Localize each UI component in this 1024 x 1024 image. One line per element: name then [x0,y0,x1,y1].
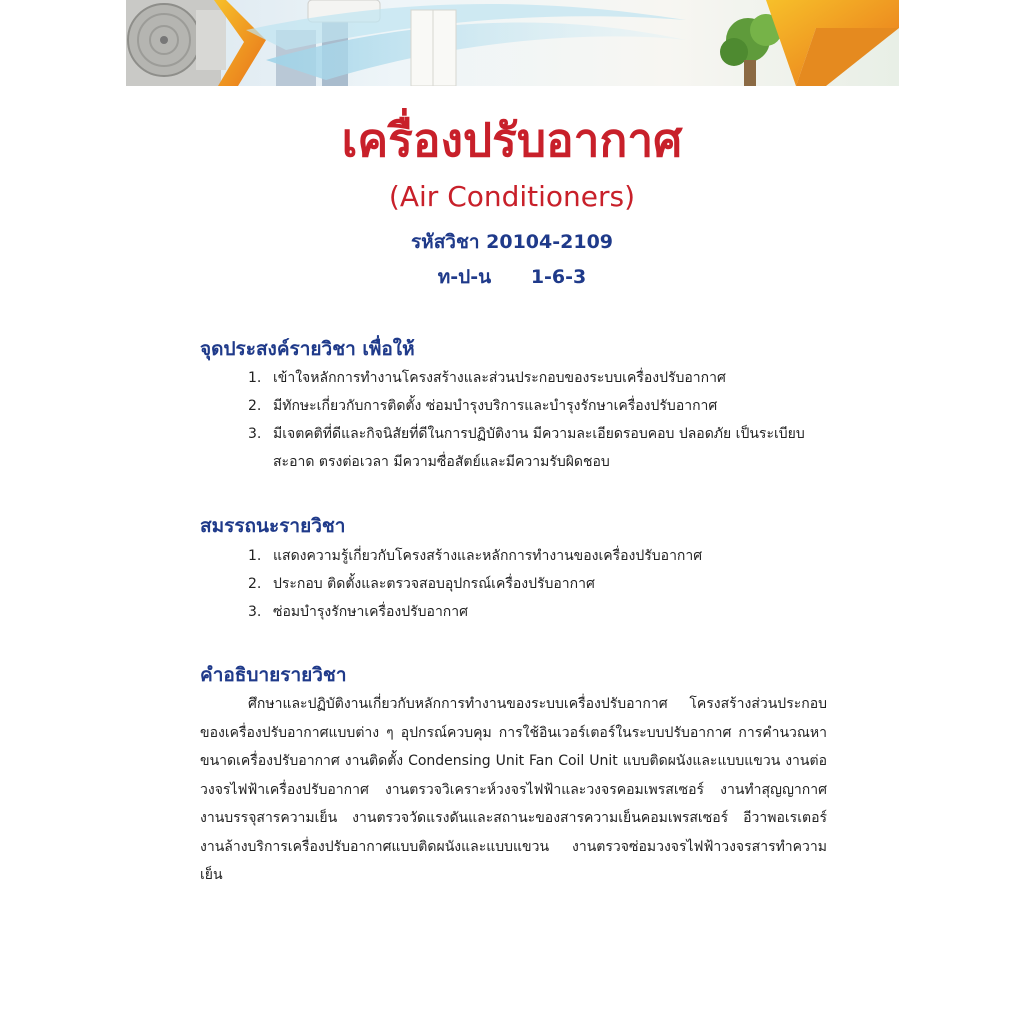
list-item [248,392,833,420]
list-item-text: มีทักษะเกี่ยวกับการติดตั้ง ซ่อมบำรุงบริการและบำรุงรักษาเครื่องปรับอากาศ [273,398,718,414]
competencies-list [248,542,833,626]
objectives-list [248,364,833,476]
list-item [248,598,833,626]
list-item [248,570,833,598]
course-hours [0,263,1024,291]
list-item [248,542,833,570]
description-text: ศึกษาและปฏิบัติงานเกี่ยวกับหลักการทำงานของระบบเครื่องปรับอากาศ โครงสร้างส่วนประกอบของเครื่องปรับอากาศแบบต่าง ๆ อุปกรณ์ควบคุม การใช้อินเวอร์เตอร์ในระบบปรับอากาศ การคำนวณหาขนาดเครื่องปรับอากาศ งานติดตั้ง Condensing Unit Fan Coil Unit แบบติดผนังและแบบแขวน งานต่อวงจรไฟฟ้าเครื่องปรับอากาศ งานตรวจวิเคราะห์วงจรไฟฟ้าและวงจรคอมเพรสเซอร์ งานทำสุญญากาศ งานบรรจุสารความเย็น งานตรวจวัดแรงดันและสถานะของสารความเย็นคอมเพรสเซอร์ อีวาพอเรเตอร์ งานล้างบริการเครื่องปรับอากาศแบบติดผนังและแบบแขวน งานตรวจซ่อมวงจรไฟฟ้าวงจรสารทำความเย็น [200,696,827,883]
page-title: เครื่องปรับอากาศ [341,113,683,167]
list-item-text: เข้าใจหลักการทำงานโครงสร้างและส่วนประกอบของระบบเครื่องปรับอากาศ [273,370,726,386]
description-heading: คำอธิบายรายวิชา [200,664,347,686]
competencies-heading: สมรรถนะรายวิชา [200,515,346,537]
banner-illustration [126,0,899,86]
hours-value: 1-6-3 [530,266,587,288]
list-item-number: 1. [248,548,262,564]
course-code: รหัสวิชา 20104-2109 [410,231,614,253]
list-item [248,364,833,392]
list-item-number: 2. [248,576,262,592]
list-item [248,420,833,476]
list-item-text: มีเจตคติที่ดีและกิจนิสัยที่ดีในการปฏิบัติงาน มีความละเอียดรอบคอบ ปลอดภัย เป็นระเบียบ สะอาด ตรงต่อเวลา มีความซื่อสัตย์และมีความรับผิดชอบ [273,426,805,470]
list-item-number: 2. [248,398,262,414]
list-item-number: 3. [248,426,262,442]
list-item-number: 3. [248,604,262,620]
header-banner-image [126,0,899,86]
page-subtitle: (Air Conditioners) [388,180,636,213]
list-item-number: 1. [248,370,262,386]
objectives-heading: จุดประสงค์รายวิชา เพื่อให้ [200,338,415,360]
list-item-text: แสดงความรู้เกี่ยวกับโครงสร้างและหลักการทำงานของเครื่องปรับอากาศ [273,548,703,564]
hours-label: ท-ป-น [437,266,492,288]
list-item-text: ประกอบ ติดตั้งและตรวจสอบอุปกรณ์เครื่องปรับอากาศ [273,576,595,592]
list-item-text: ซ่อมบำรุงรักษาเครื่องปรับอากาศ [273,604,469,620]
